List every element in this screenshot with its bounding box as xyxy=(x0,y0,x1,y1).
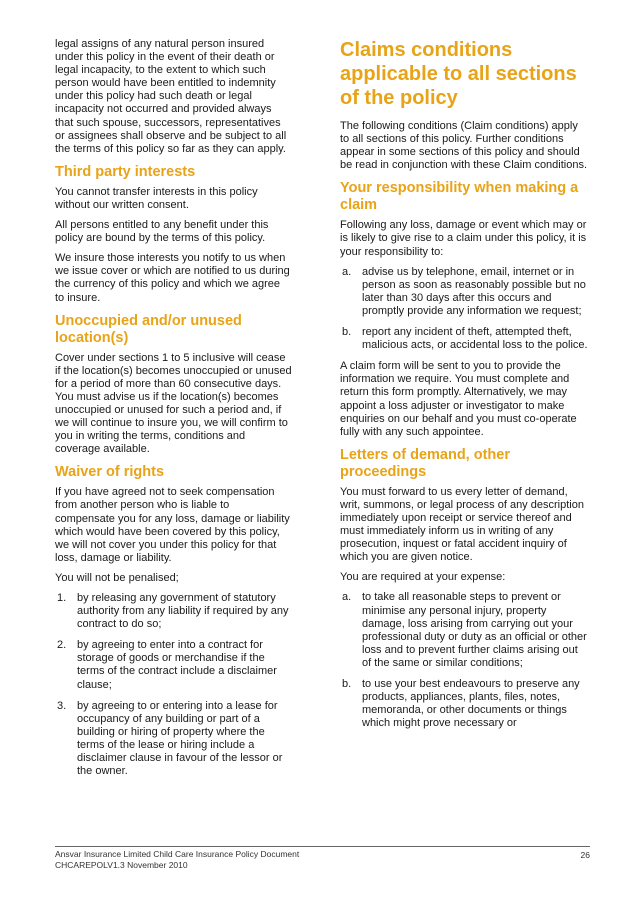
responsibility-p2: A claim form will be sent to you to provide the information we require. You must complete and return this form promptly. Alternatively, we may appoint a loss adjuster or investigator to make enquiries on our behalf and you must co-operate fully with any such appointee. xyxy=(340,360,577,438)
list-item xyxy=(340,591,590,670)
list-item-text: by agreeing to or entering into a lease for occupancy of any building or part of a building or hiring of property where the terms of the lease or hiring include a disclaimer clause in favour of the lessor or the owner. xyxy=(77,699,283,778)
third-party-heading: Third party interests xyxy=(55,163,196,180)
claims-intro: The following conditions (Claim conditions) apply to all sections of this policy. Further conditions appear in some sections of this policy and should be read in conjunction with these Claim conditions. xyxy=(340,120,588,172)
footer-document-code: CHCAREPOLV1.3 November 2010 xyxy=(55,859,188,870)
third-party-p1: You cannot transfer interests in this policy without our written consent. xyxy=(55,185,258,211)
waiver-list xyxy=(55,592,292,778)
third-party-p3: We insure those interests you notify to us when we issue cover or which are notified to us during the currency of this policy and which we agree to insure. xyxy=(55,252,290,304)
page-number: 26 xyxy=(580,850,590,860)
list-marker: 3. xyxy=(57,699,67,712)
list-marker: b. xyxy=(342,678,352,690)
letters-heading: Letters of demand, other proceedings xyxy=(340,446,510,480)
list-marker: b. xyxy=(342,326,352,339)
footer-document-title: Ansvar Insurance Limited Child Care Insurance Policy Document xyxy=(55,849,300,859)
responsibility-heading: Your responsibility when making a claim xyxy=(340,180,579,214)
waiver-p1: If you have agreed not to seek compensation from another person who is liable to compensate you for any loss, damage or liability which would have been covered by this policy, we will not cover you under this policy for that loss, damage or liability. xyxy=(55,486,290,564)
unoccupied-heading: Unoccupied and/or unused location(s) xyxy=(55,312,242,346)
list-marker: a. xyxy=(342,265,352,278)
page-footer xyxy=(55,846,590,870)
list-marker: a. xyxy=(342,591,352,604)
responsibility-list xyxy=(340,266,590,353)
page-title: Claims conditions applicable to all sections of the policy xyxy=(340,39,577,109)
list-item-text: advise us by telephone, email, internet or in person as soon as reasonably possible but no later than 30 days after this occurs and promptly provide any information we request; xyxy=(362,265,586,317)
list-item xyxy=(55,592,292,631)
left-column xyxy=(55,38,292,786)
list-marker: 1. xyxy=(57,592,67,604)
list-item xyxy=(340,678,590,730)
list-marker: 2. xyxy=(57,639,67,652)
list-item-text: to use your best endeavours to preserve any products, appliances, plants, files, notes, memoranda, or other documents or things which might prove necessary or xyxy=(362,678,580,730)
letters-p1: You must forward to us every letter of demand, writ, summons, or legal process of any description immediately upon receipt or service thereof and must immediately inform us in writing of any prosecution, inquest or fatal accident inquiry of which you are given notice. xyxy=(340,485,584,564)
list-item-text: report any incident of theft, attempted theft, malicious acts, or accidental loss to the police. xyxy=(362,326,588,352)
letters-list xyxy=(340,591,590,730)
list-item-text: to take all reasonable steps to prevent or minimise any personal injury, property damage, loss arising from carrying out your professional duty or duty as an official or other loss and to prevent further claims arising out of the same or similar conditions; xyxy=(362,591,587,669)
list-item xyxy=(55,639,292,691)
right-column xyxy=(340,38,590,738)
unoccupied-p1: Cover under sections 1 to 5 inclusive will cease if the location(s) becomes unoccupied or unused for a period of more than 60 consecutive days. You must advise us if the location(s) becomes unoccupied or unused for such a period and, if we will continue to insure you, we will confirm to you in writing the terms, conditions and coverage available. xyxy=(55,351,292,456)
third-party-p2: All persons entitled to any benefit under this policy are bound by the terms of this policy. xyxy=(55,219,269,245)
intro-paragraph: legal assigns of any natural person insured under this policy in the event of their death or legal incapacity, to the extent to which such person would have been entitled to indemnity under this policy had such death or legal incapacity not occurred and provided always that such spouse, successors, representatives or assignees shall observe and be subject to all the terms of this policy so far as they can apply. xyxy=(55,38,287,155)
waiver-p2: You will not be penalised; xyxy=(55,571,179,584)
list-item-text: by releasing any government of statutory authority from any liability if required by any contract to do so; xyxy=(77,592,289,631)
responsibility-p1: Following any loss, damage or event which may or is likely to give rise to a claim under this policy, it is your responsibility to: xyxy=(340,219,587,258)
list-item xyxy=(340,326,590,352)
list-item xyxy=(340,266,590,318)
letters-p2: You are required at your expense: xyxy=(340,571,506,584)
list-item xyxy=(55,700,292,779)
list-item-text: by agreeing to enter into a contract for storage of goods or merchandise if the terms of the contract include a disclaimer clause; xyxy=(77,639,277,691)
waiver-heading: Waiver of rights xyxy=(55,464,165,481)
